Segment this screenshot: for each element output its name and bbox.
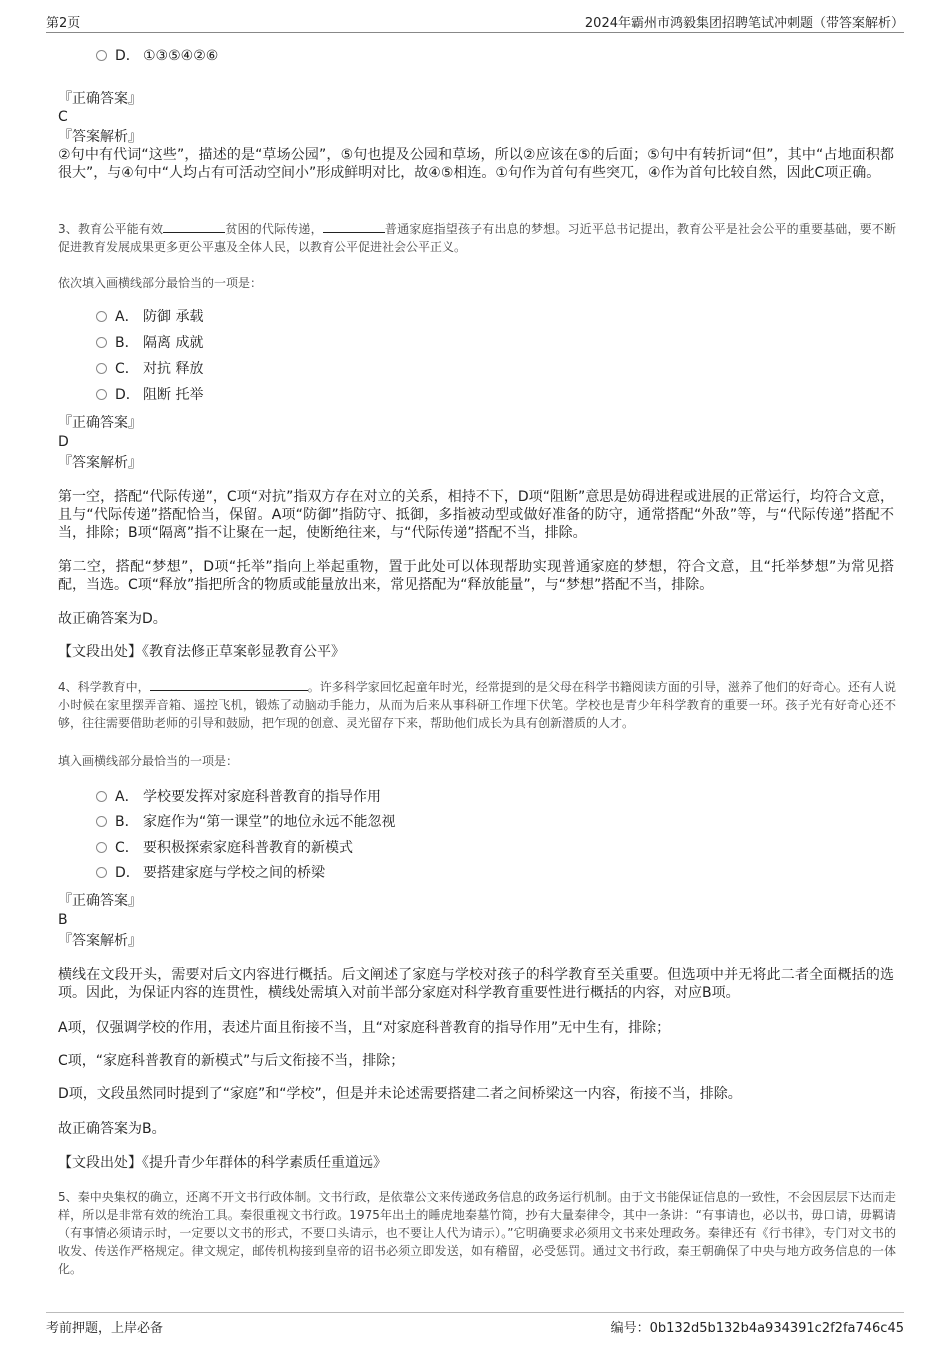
radio-icon[interactable] — [96, 311, 107, 322]
q3-answer-label: 『正确答案』 — [58, 415, 142, 431]
blank-line — [150, 678, 308, 691]
radio-icon[interactable] — [96, 389, 107, 400]
q2-option-d[interactable]: D． ①③⑤④②⑥ — [96, 46, 218, 66]
q4-answer-label: 『正确答案』 — [58, 893, 142, 909]
q3-option-b[interactable]: B． 隔离 成就 — [96, 333, 203, 353]
footer-serial: 编号：0b132d5b132b4a934391c2f2fa746c45 — [610, 1321, 904, 1336]
q4-analysis-para1: 横线在文段开头，需要对后文内容进行概括。后文阐述了家庭与学校对孩子的科学教育至关重要。但选项中并无将此二者全面概括的选项。因此，为保证内容的连贯性，横线处需填入对前半部分家庭对科学教育重要性进行概括的内容，对应B项。 — [58, 967, 894, 1001]
radio-icon[interactable] — [96, 842, 107, 853]
q4-analysis-para2: A项，仅强调学校的作用，表述片面且衔接不当，且“对家庭科普教育的指导作用”无中生有，排除； — [58, 1020, 671, 1036]
page-footer — [46, 1312, 904, 1339]
blank-line — [323, 220, 385, 233]
q2-answer: C — [58, 109, 68, 125]
radio-icon[interactable] — [96, 816, 107, 827]
q3-analysis-para1: 第一空，搭配“代际传递”，C项“对抗”指双方存在对立的关系，相持不下，D项“阻断”意思是妨碍进程或进展的正常运行，均符合文意，且与“代际传递”搭配恰当，保留。A项“防御”指防守、抵御，多指被动型或做好准备的防守，通常搭配“外敌”等，与“代际传递”搭配不当，排除；B项“隔离”指不让聚在一起，使断绝往来，与“代际传递”搭配不当，排除。 — [58, 489, 894, 541]
footer-slogan: 考前押题，上岸必备 — [46, 1321, 164, 1336]
q3-option-c[interactable]: C． 对抗 释放 — [96, 359, 203, 379]
q3-source: 【文段出处】《教育法修正草案彰显教育公平》 — [58, 644, 345, 660]
q2-analysis-label: 『答案解析』 — [58, 129, 142, 145]
q4-analysis-para3: C项，“家庭科普教育的新模式”与后文衔接不当，排除； — [58, 1053, 405, 1069]
q4-analysis-para4: D项，文段虽然同时提到了“家庭”和“学校”，但是并未论述需要搭建二者之间桥梁这一内容，衔接不当，排除。 — [58, 1086, 742, 1102]
q3-analysis-para2: 第二空，搭配“梦想”，D项“托举”指向上举起重物，置于此处可以体现帮助实现普通家庭的梦想，符合文意，且“托举梦想”为常见搭配，当选。C项“释放”指把所含的物质或能量放出来，常见搭配为“释放能量”，与“梦想”搭配不当，排除。 — [58, 559, 894, 593]
q3-prompt: 依次填入画横线部分最恰当的一项是： — [58, 276, 263, 290]
q5-stem: 5、秦中央集权的确立，还离不开文书行政体制。文书行政，是依靠公文来传递政务信息的政务运行机制。由于文书能保证信息的一致性，不会因层层下达而走样，所以是非常有效的统治工具。秦很重视文书行政。1975年出土的睡虎地秦墓竹简，抄有大量秦律令，其中一条讲：“有事请也，必以书，毋口请，毋羁请（有事情必须请示时，一定要以文书的形式，不要口头请示，也不要让人代为请示）。”它明确要求必须用文书来处理政务。秦律还有《行书律》，专门对文书的收发、传送作严格规定。律文规定，邮传机构接到皇帝的诏书必须立即发送，如有稽留，必受惩罚。通过文书行政，秦王朝确保了中央与地方政务信息的一体化。 — [58, 1190, 896, 1276]
q3-analysis-label: 『答案解析』 — [58, 455, 142, 471]
q3-answer: D — [58, 434, 69, 450]
q2-analysis: ②句中有代词“这些”，描述的是“草场公园”，⑤句也提及公园和草场，所以②应该在⑤的后面；⑤句中有转折词“但”，其中“占地面积都很大”，与④句中“人均占有可活动空间小”形成鲜明对比，故④⑤相连。①句作为首句有些突兀，④作为首句比较自然，因此C项正确。 — [58, 147, 894, 181]
q4-option-a[interactable]: A． 学校要发挥对家庭科普教育的指导作用 — [96, 787, 381, 807]
radio-icon[interactable] — [96, 50, 107, 61]
radio-icon[interactable] — [96, 867, 107, 878]
q4-source: 【文段出处】《提升青少年群体的科学素质任重道远》 — [58, 1155, 387, 1171]
page-number: 第2页 — [46, 16, 81, 31]
q4-prompt: 填入画横线部分最恰当的一项是： — [58, 754, 239, 768]
q4-option-d[interactable]: D． 要搭建家庭与学校之间的桥梁 — [96, 863, 325, 883]
q4-conclusion: 故正确答案为B。 — [58, 1121, 166, 1137]
document-title: 2024年霸州市鸿毅集团招聘笔试冲刺题（带答案解析） — [584, 16, 904, 31]
blank-line — [163, 220, 225, 233]
radio-icon[interactable] — [96, 363, 107, 374]
q3-conclusion: 故正确答案为D。 — [58, 611, 167, 627]
q4-stem: 4、科学教育中， 。许多科学家回忆起童年时光，经常提到的是父母在科学书籍阅读方面的引导，滋养了他们的好奇心。还有人说小时候在家里摆弄音箱、遥控飞机，锻炼了动脑动手能力，从而为后来从事科研工作埋下伏笔。学校也是青少年科学教育的重要一环。孩子光有好奇心还不够，往往需要借助老师的引导和鼓励，把乍现的创意、灵光留存下来，帮助他们成长为具有创新潜质的人才。 — [58, 680, 896, 730]
q4-option-b[interactable]: B． 家庭作为“第一课堂”的地位永远不能忽视 — [96, 812, 396, 832]
q3-option-a[interactable]: A． 防御 承载 — [96, 307, 203, 327]
q4-analysis-label: 『答案解析』 — [58, 933, 142, 949]
q2-answer-label: 『正确答案』 — [58, 91, 142, 107]
q4-answer: B — [58, 912, 68, 928]
q4-option-c[interactable]: C． 要积极探索家庭科普教育的新模式 — [96, 838, 353, 858]
q3-stem: 3、教育公平能有效 贫困的代际传递， 普通家庭指望孩子有出息的梦想。习近平总书记提出，教育公平是社会公平的重要基础，要不断促进教育发展成果更多更公平惠及全体人民，以教育公平促进社会公平正义。 — [58, 222, 896, 254]
q3-option-d[interactable]: D． 阻断 托举 — [96, 385, 203, 405]
radio-icon[interactable] — [96, 337, 107, 348]
page-header — [46, 12, 904, 33]
radio-icon[interactable] — [96, 791, 107, 802]
